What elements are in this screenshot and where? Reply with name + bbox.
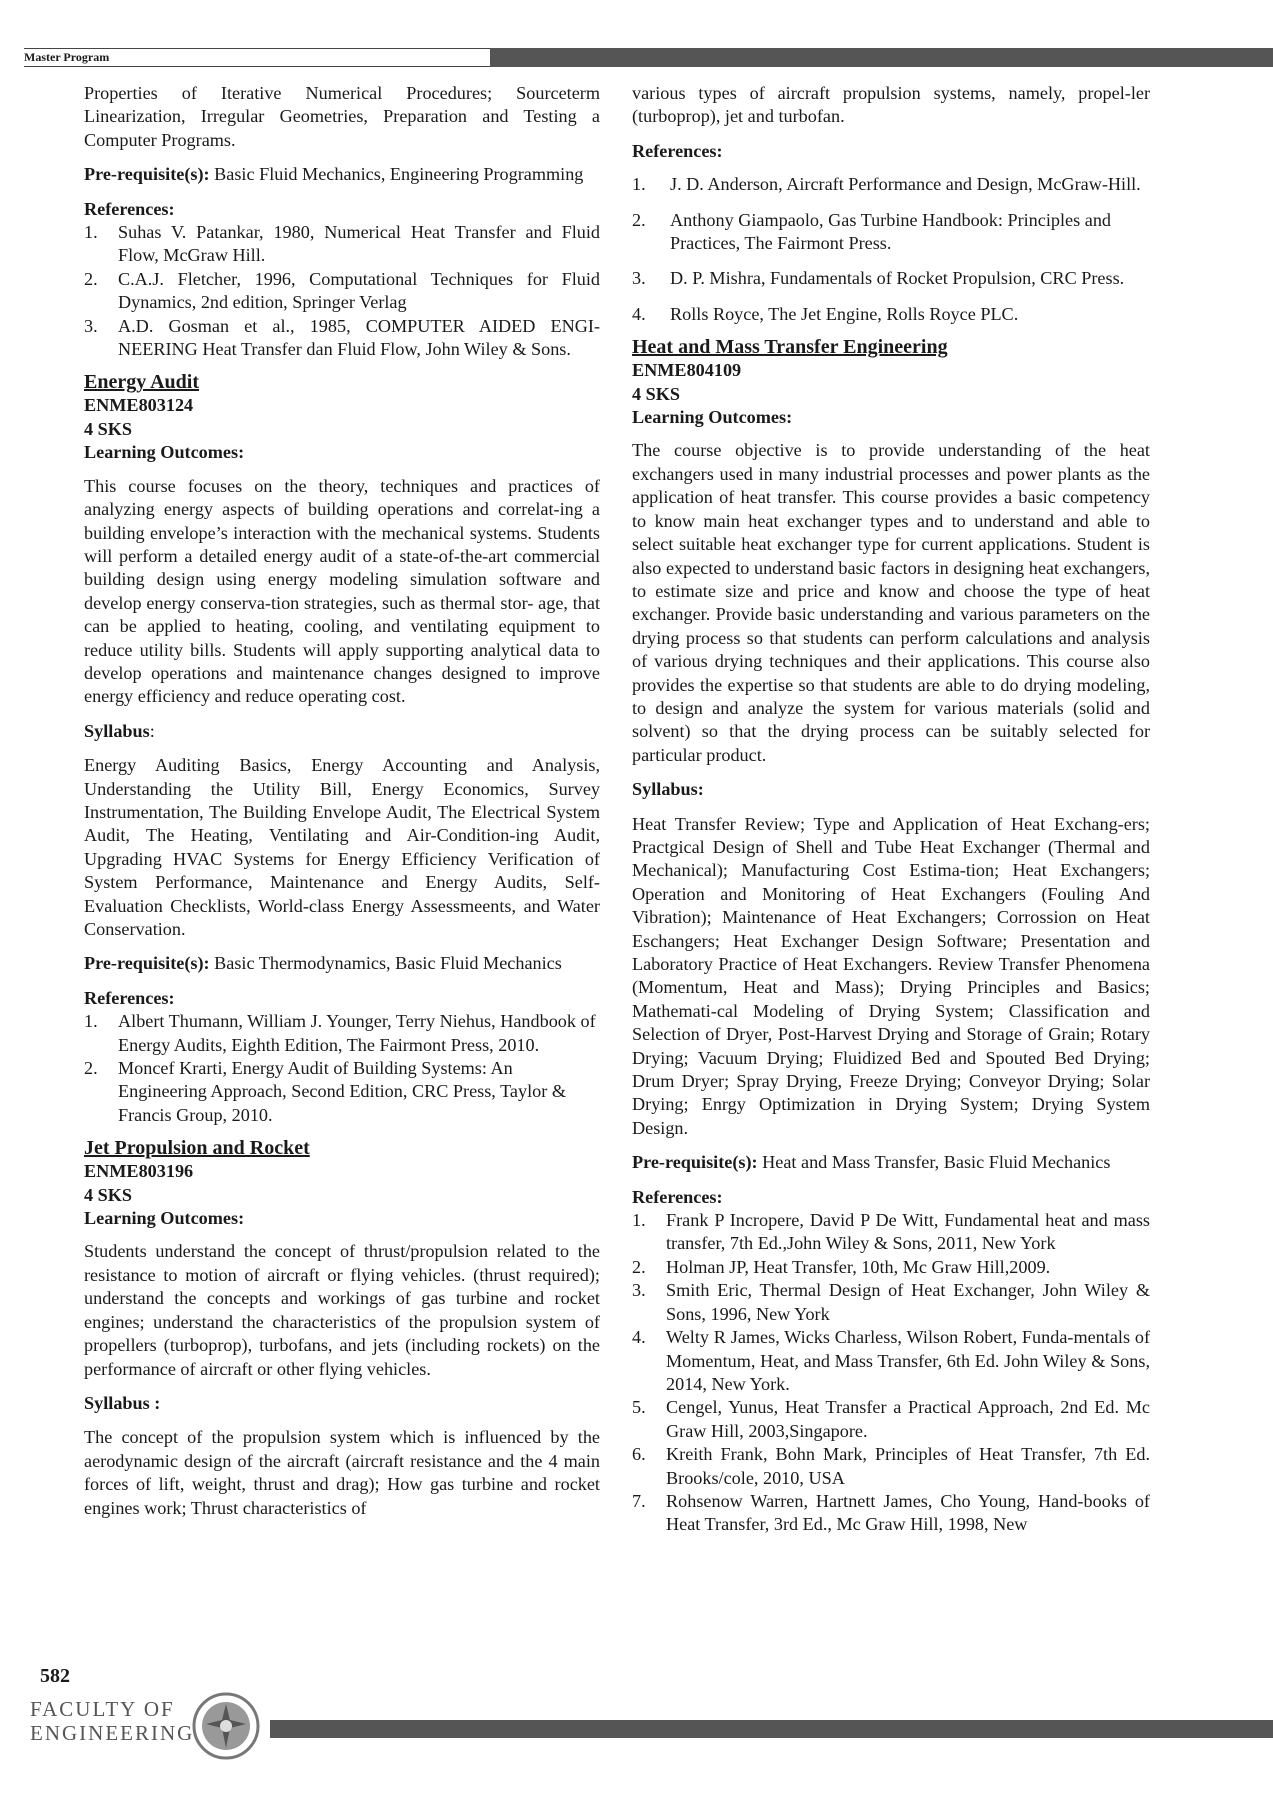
course-title-jet-propulsion: Jet Propulsion and Rocket [84,1137,310,1160]
university-emblem-icon [190,1690,262,1762]
course-code: ENME803196 [84,1161,194,1182]
references-heading: References: [632,1186,723,1207]
course-credits: 4 SKS [632,383,681,404]
list-item: 1. Suhas V. Patankar, 1980, Numerical Heat Transfer and Fluid Flow, McGraw Hill. [84,222,600,266]
course-credits: 4 SKS [84,418,133,439]
list-item: 1. J. D. Anderson, Aircraft Performance and Design, McGraw-Hill. [632,174,1141,195]
learning-outcomes-heading: Learning Outcomes: [84,442,245,463]
footer-bar [270,1720,1273,1738]
header-top-rule [24,48,490,49]
learning-outcomes-text: The course objective is to provide understanding of the heat exchangers used in many industrial processes and power plants as the application of heat transfer. This course provides a basic competency to know main heat exchanger types and to understand and able to select suitable heat exchanger type for current applications. Student is also expected to understand basic factors in designing heat exchangers, to estimate size and price and know and choose the type of heat exchanger. Provide basic understanding and various parameters on the drying process so that students can perform calculations and analysis of various drying techniques and their applications. This course also provides the expertise so that students are able to do drying modeling, to design and analyze the system for various materials (solid and solvent) so that the drying process can be suitably selected for particular product. [632,440,1150,765]
running-header: Master Program [24,50,110,64]
learning-outcomes-text: Students understand the concept of thrust/propulsion related to the resistance to motion of aircraft or flying vehicles. (thrust required); understand the concepts and workings of gas turbine and rocket engines; understand the characteristics of the propulsion system of propellers (turboprop), turbofans, and jets (including rockets) on the performance of aircraft or other flying vehicles. [84,1241,600,1379]
learning-outcomes-heading: Learning Outcomes: [632,407,793,428]
references-heading: References: [84,987,175,1008]
learning-outcomes-heading: Learning Outcomes: [84,1208,245,1229]
syllabus-heading: Syllabus: [632,779,704,800]
list-item: 3. Smith Eric, Thermal Design of Heat Exchanger, John Wiley & Sons, 1996, New York [632,1280,1150,1324]
header-underline [24,66,490,67]
syllabus-text: Heat Transfer Review; Type and Application of Heat Exchang-ers; Practgical Design of Shell and Tube Heat Exchanger (Thermal and Mechanical); Manufacturing Cost Estima-tion; Heat Exchangers; Operation and Monitoring of Heat Exchangers (Fouling And Vibration); Maintenance of Heat Exchangers; Corrossion on Heat Eschangers; Heat Exchanger Design Software; Presentation and Laboratory Practice of Heat Exchangers. Review Transfer Phenomena (Momentum, Heat and Mass); Drying Principles and Basics; Mathemati-cal Modeling of Drying System; Classification and Selection of Dryer, Post-Harvest Drying and Storage of Grain; Rotary Drying; Vacuum Drying; Fluidized Bed and Spouted Bed Drying; Drum Dryer; Spray Drying, Freeze Drying; Conveyor Drying; Solar Drying; Enrgy Optimization in Drying System; Drying System Design. [632,813,1150,1138]
syllabus-text: Energy Auditing Basics, Energy Accounting and Analysis, Understanding the Utility Bill, Energy Economics, Survey Instrumentation, The Building Envelope Audit, The Electrical System Audit, The Heating, Ventilating and Air-Condition-ing Audit, Upgrading HVAC Systems for Energy Efficiency Verification of System Performance, Maintenance and Energy Audits, Self-Evaluation Checklists, World-class Energy Assessmeents, and Water Conservation. [84,755,600,939]
syllabus-heading: Syllabus : [84,1392,161,1413]
references-list [84,1010,600,1127]
list-item: 4. Rolls Royce, The Jet Engine, Rolls Royce PLC. [632,303,1019,324]
list-item: 1. Albert Thumann, William J. Younger, Terry Niehus, Handbook of Energy Audits, Eighth Edition, The Fairmont Press, 2010. [84,1011,596,1055]
list-item: 3. A.D. Gosman et al., 1985, COMPUTER AIDED ENGI-NEERING Heat Transfer dan Fluid Flow, John Wiley & Sons. [84,315,600,360]
references-list [632,1209,1150,1537]
list-item: 2. Anthony Giampaolo, Gas Turbine Handbook: Principles and Practices, The Fairmont Press. [632,209,1112,254]
list-item: 7. Rohsenow Warren, Hartnett James, Cho Young, Hand-books of Heat Transfer, 3rd Ed., Mc Graw Hill, 1998, New [632,1490,1150,1535]
page-number: 582 [40,1665,70,1687]
course-title-heat-mass-transfer: Heat and Mass Transfer Engineering [632,336,948,359]
faculty-logo-text [30,1697,195,1745]
course-credits: 4 SKS [84,1184,133,1205]
references-list [632,173,1150,326]
list-item: 4. Welty R James, Wicks Charless, Wilson Robert, Funda-mentals of Momentum, Heat, and Mass Transfer, 6th Ed. John Wiley & Sons, 2014, New York. [632,1327,1150,1394]
list-item: 1. Frank P Incropere, David P De Witt, Fundamental heat and mass transfer, 7th Ed.,John Wiley & Sons, 2011, New York [632,1210,1150,1254]
list-item: 5. Cengel, Yunus, Heat Transfer a Practical Approach, 2nd Ed. Mc Graw Hill, 2003,Singapore. [632,1397,1150,1441]
logo-line-2: ENGINEERING [30,1721,195,1745]
logo-line-1: FACULTY OF [30,1697,175,1721]
prerequisite: Pre-requisite(s): Heat and Mass Transfer, Basic Fluid Mechanics [632,1152,1111,1173]
references-heading: References: [84,198,175,219]
list-item: 2. C.A.J. Fletcher, 1996, Computational Techniques for Fluid Dynamics, 2nd edition, Springer Verlag [84,268,600,313]
left-column [84,82,600,1531]
course-title-energy-audit: Energy Audit [84,371,200,394]
course-code: ENME804109 [632,360,742,381]
intro-paragraph: Properties of Iterative Numerical Procedures; Sourceterm Linearization, Irregular Geometries, Preparation and Testing a Computer Programs. [84,83,600,150]
header-bar [490,48,1273,67]
list-item: 3. D. P. Mishra, Fundamentals of Rocket Propulsion, CRC Press. [632,268,1125,289]
list-item: 6. Kreith Frank, Bohn Mark, Principles of Heat Transfer, 7th Ed. Brooks/cole, 2010, USA [632,1444,1150,1488]
references-heading: References: [632,140,723,161]
syllabus-heading: Syllabus: [84,720,155,741]
learning-outcomes-text: This course focuses on the theory, techniques and practices of analyzing energy aspects of building operations and correlat-ing a building envelope’s interaction with the mechanical systems. Students will perform a detailed energy audit of a state-of-the-art commercial building design using energy modeling simulation software and develop energy conserva-tion strategies, such as thermal stor- age, that can be applied to heating, cooling, and ventilating equipment to reduce utility bills. Students will apply supporting analytical data to develop operations and maintenance changes designed to improve energy efficiency and reduce operating cost. [84,475,600,707]
syllabus-text: The concept of the propulsion system which is influenced by the aerodynamic design of the aircraft (aircraft resistance and the 4 main forces of lift, weight, thrust and drag); How gas turbine and rocket engines work; Thrust characteristics of [84,1427,600,1518]
prerequisite: Pre-requisite(s): Basic Thermodynamics, Basic Fluid Mechanics [84,953,562,974]
list-item: 2. Moncef Krarti, Energy Audit of Building Systems: An Engineering Approach, Second Edition, CRC Press, Taylor & Francis Group, 2010. [84,1058,566,1125]
list-item: 2. Holman JP, Heat Transfer, 10th, Mc Graw Hill,2009. [632,1256,1051,1277]
course-code: ENME803124 [84,395,194,416]
references-list [84,221,600,361]
continued-paragraph: various types of aircraft propulsion systems, namely, propel-ler (turboprop), jet and turbofan. [632,83,1150,127]
prerequisite: Pre-requisite(s): Basic Fluid Mechanics, Engineering Programming [84,164,584,185]
right-column [632,82,1150,1547]
